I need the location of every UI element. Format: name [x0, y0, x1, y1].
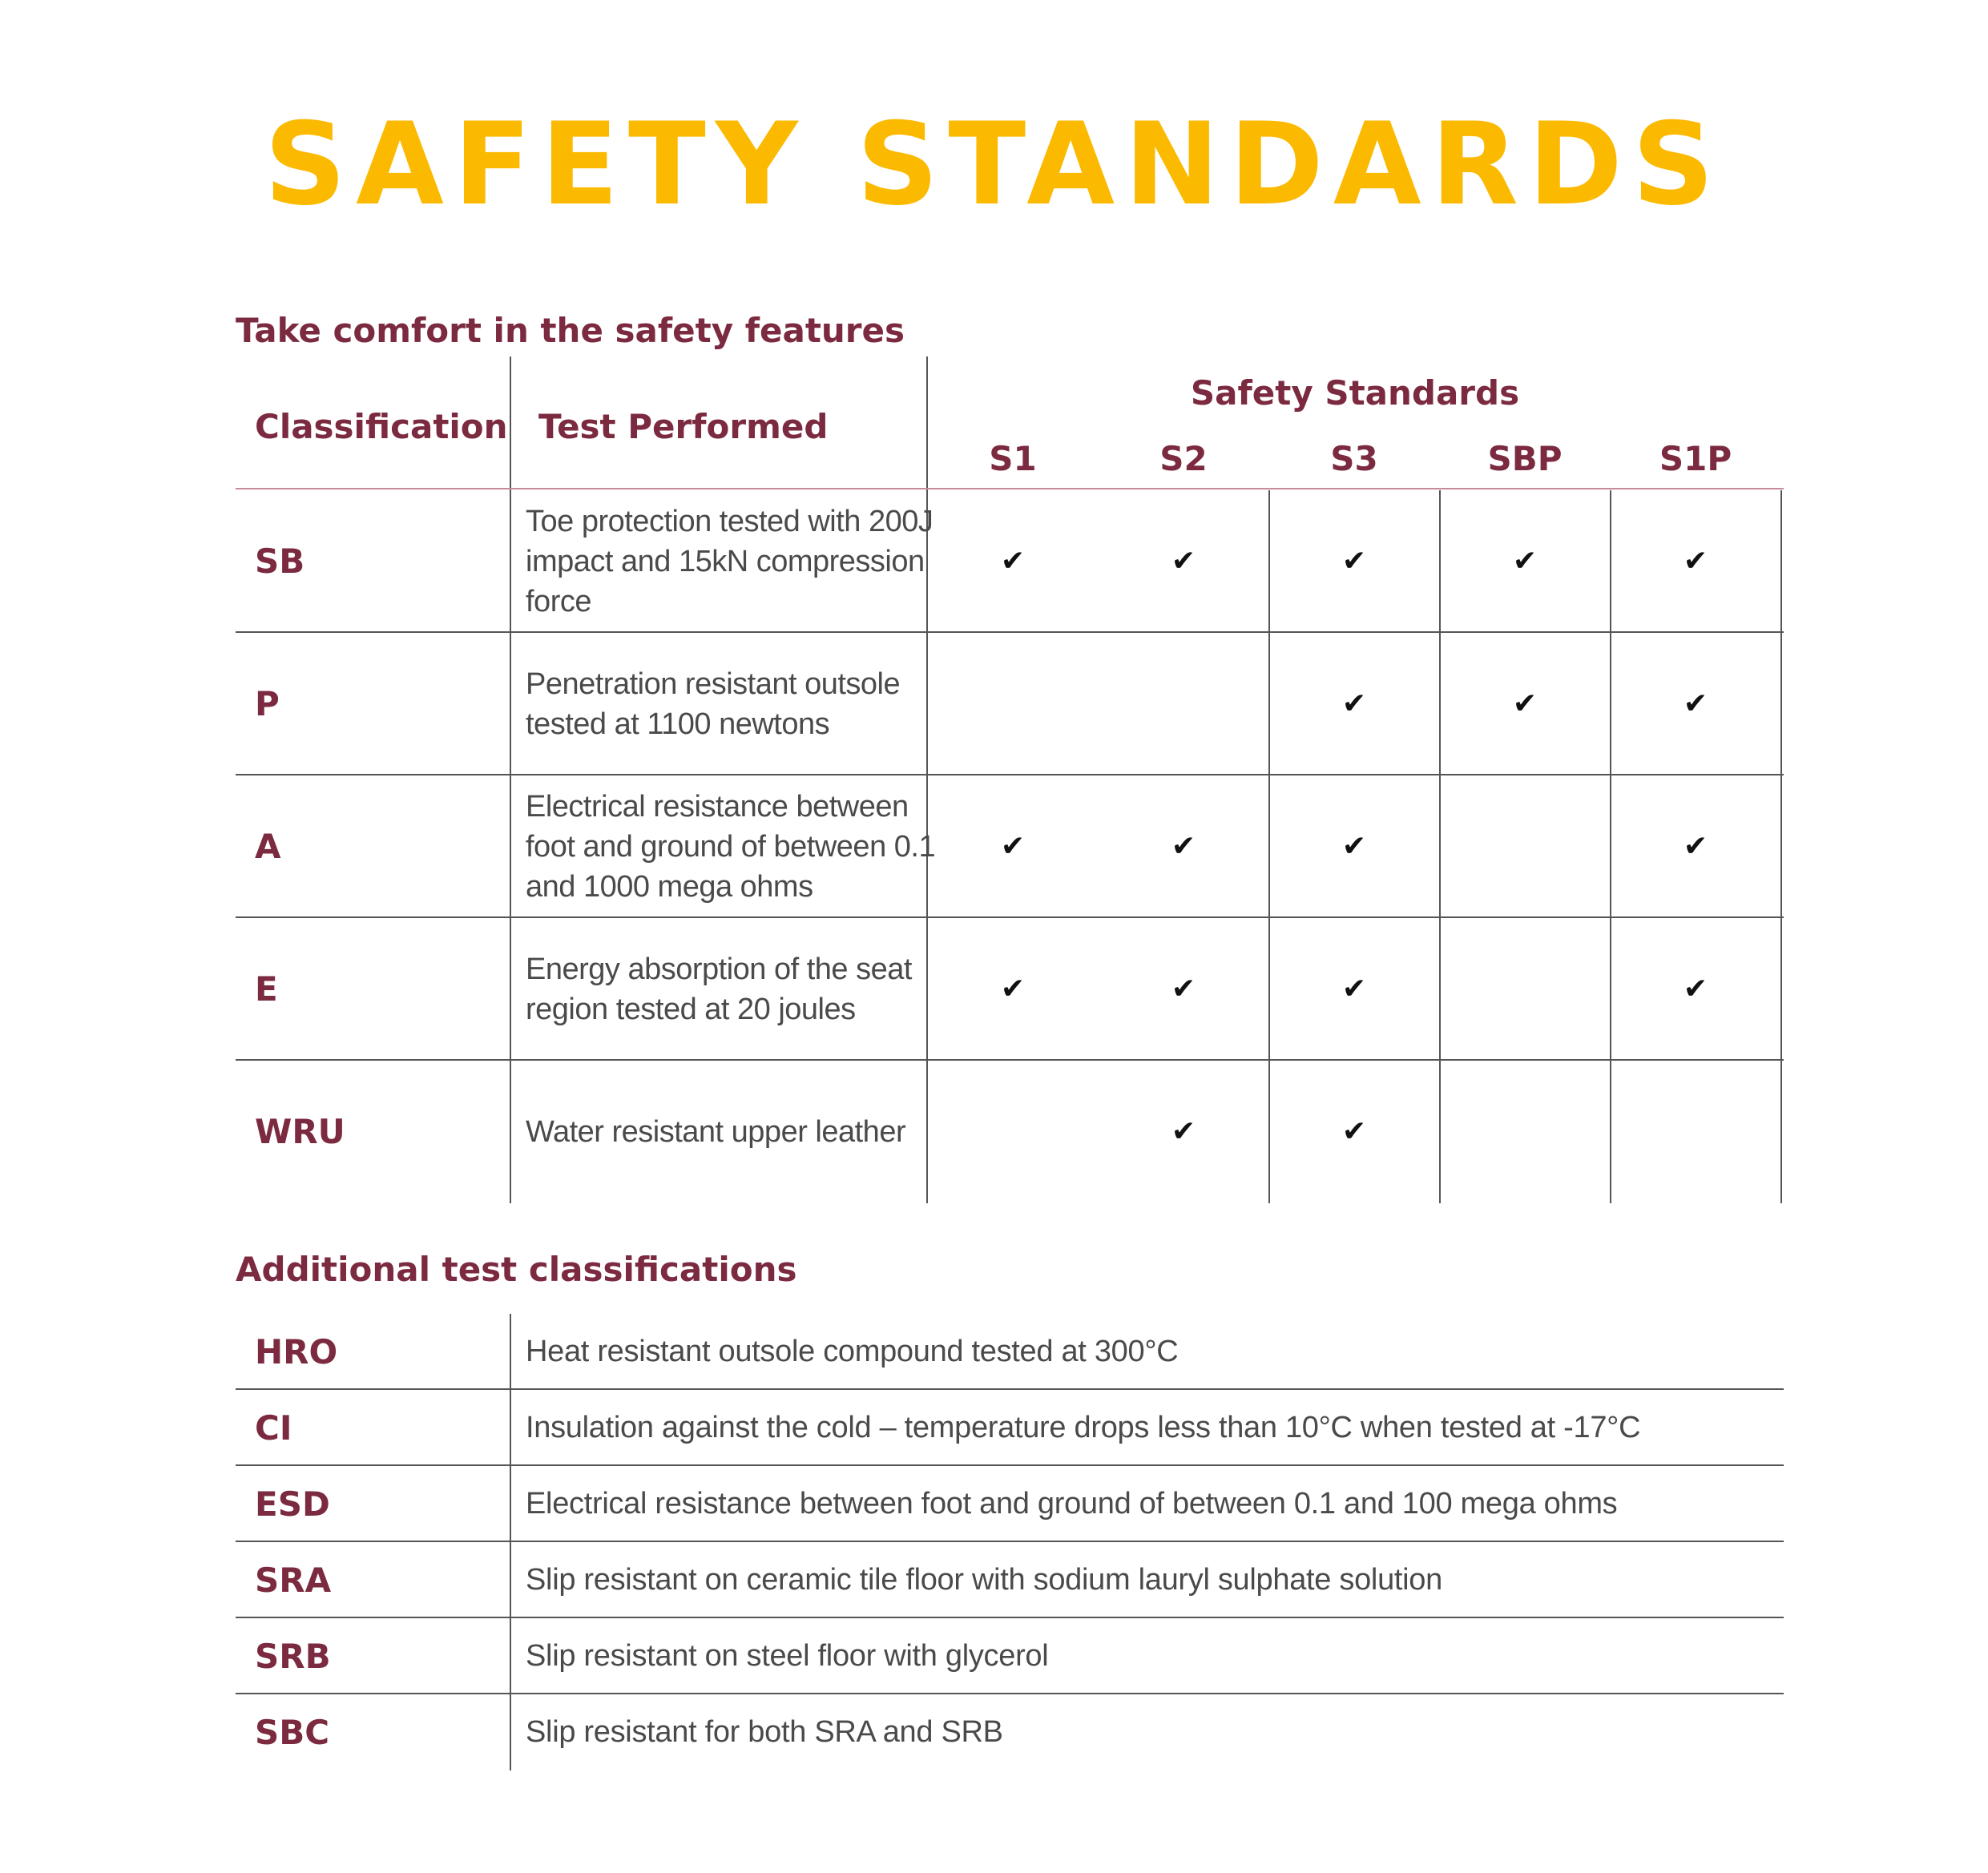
test-description: Toe protection tested with 200J impact and 15kN compression force: [526, 505, 934, 618]
classification-code: E: [255, 969, 278, 1009]
classification-code: WRU: [255, 1112, 345, 1151]
header-standard-s1p: S1P: [1659, 439, 1732, 478]
header-safety-standards: Safety Standards: [1190, 373, 1520, 413]
check-icon: ✔: [1171, 545, 1196, 578]
check-icon: ✔: [1683, 973, 1708, 1005]
check-icon: ✔: [1683, 830, 1708, 863]
header-standard-s1: S1: [989, 439, 1037, 478]
check-icon: ✔: [1683, 545, 1708, 578]
classification-code: A: [255, 827, 281, 866]
check-icon: ✔: [1171, 1115, 1196, 1148]
additional-description: Heat resistant outsole compound tested at 300°C: [526, 1334, 1179, 1368]
check-icon: ✔: [1341, 830, 1367, 863]
additional-description: Electrical resistance between foot and ground of between 0.1 and 100 mega ohms: [526, 1486, 1618, 1521]
row-divider: [236, 1388, 1784, 1390]
row-divider: [236, 1693, 1784, 1694]
divider-standard: [1780, 490, 1782, 1203]
section-heading-safety-features: Take comfort in the safety features: [236, 311, 905, 350]
page-title: SAFETY STANDARDS: [264, 99, 1724, 231]
additional-description: Slip resistant on ceramic tile floor with sodium lauryl sulphate solution: [526, 1562, 1442, 1597]
classification-code: SB: [255, 542, 305, 581]
divider-test: [926, 356, 928, 1203]
check-icon: ✔: [1341, 545, 1367, 578]
check-icon: ✔: [1512, 545, 1538, 578]
row-divider: [236, 774, 1784, 775]
header-standard-s2: S2: [1159, 439, 1208, 478]
row-divider: [236, 1059, 1784, 1061]
check-icon: ✔: [1341, 687, 1367, 720]
additional-code: SRA: [255, 1560, 332, 1600]
check-icon: ✔: [1000, 830, 1026, 863]
additional-description: Slip resistant on steel floor with glycerol: [526, 1638, 1049, 1673]
header-standard-s3: S3: [1330, 439, 1378, 478]
check-icon: ✔: [1341, 1115, 1367, 1148]
divider-standard: [1439, 490, 1441, 1203]
check-icon: ✔: [1341, 973, 1367, 1005]
row-divider: [236, 916, 1784, 918]
additional-code: HRO: [255, 1331, 338, 1372]
check-icon: ✔: [1000, 545, 1026, 578]
additional-code: SRB: [255, 1636, 331, 1676]
section-heading-additional: Additional test classifications: [236, 1250, 797, 1289]
additional-code: ESD: [255, 1484, 330, 1524]
divider-additional: [510, 1314, 511, 1770]
header-classification: Classification: [255, 407, 508, 446]
additional-description: Slip resistant for both SRA and SRB: [526, 1714, 1003, 1749]
additional-code: SBC: [255, 1712, 330, 1752]
check-icon: ✔: [1512, 687, 1538, 720]
row-divider: [236, 631, 1784, 633]
header-standard-sbp: SBP: [1487, 439, 1563, 478]
check-icon: ✔: [1171, 830, 1196, 863]
divider-classification: [510, 356, 511, 1203]
row-divider: [236, 1541, 1784, 1542]
additional-description: Insulation against the cold – temperature drops less than 10°C when tested at -17°C: [526, 1410, 1641, 1444]
test-description: Penetration resistant outsole tested at 1100 newtons: [526, 667, 901, 741]
check-icon: ✔: [1171, 973, 1196, 1005]
test-description: Electrical resistance between foot and ground of between 0.1 and 1000 mega ohms: [526, 790, 936, 904]
additional-code: CI: [255, 1408, 292, 1448]
test-description: Water resistant upper leather: [526, 1115, 906, 1149]
classification-code: P: [255, 684, 280, 723]
row-divider: [236, 1464, 1784, 1466]
header-test-performed: Test Performed: [538, 407, 829, 446]
header-underline: [236, 488, 1784, 489]
test-description: Energy absorption of the seat region tested at 20 joules: [526, 953, 912, 1026]
divider-standard: [1610, 490, 1611, 1203]
divider-standard: [1268, 490, 1270, 1203]
check-icon: ✔: [1683, 687, 1708, 720]
row-divider: [236, 1617, 1784, 1618]
check-icon: ✔: [1000, 973, 1026, 1005]
